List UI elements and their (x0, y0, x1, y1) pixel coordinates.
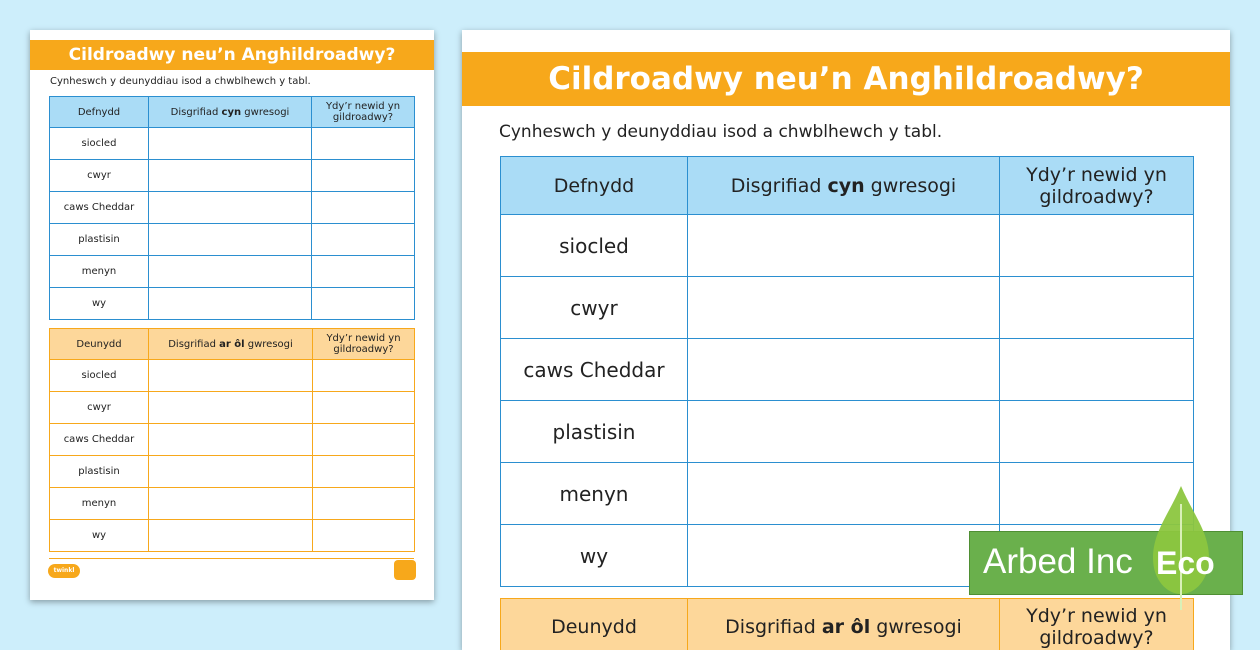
answer-cell[interactable] (313, 392, 415, 424)
answer-cell[interactable] (688, 401, 1000, 463)
header-material: Defnydd (501, 157, 688, 215)
answer-cell[interactable] (312, 224, 415, 256)
material-cell: siocled (50, 128, 149, 160)
header-material: Deunydd (501, 599, 688, 650)
table-row (501, 277, 1194, 339)
footer-divider (49, 558, 414, 559)
table-row (50, 192, 415, 224)
table-row (50, 520, 415, 552)
table-row (50, 256, 415, 288)
answer-cell[interactable] (312, 128, 415, 160)
worksheet-title: Cildroadwy neu’n Anghildroadwy? (462, 52, 1230, 106)
answer-cell[interactable] (312, 160, 415, 192)
arbed-eco-badge (969, 484, 1243, 612)
answer-cell[interactable] (149, 288, 312, 320)
material-cell: siocled (501, 215, 688, 277)
material-cell: plastisin (50, 456, 149, 488)
table-row (501, 401, 1194, 463)
answer-cell[interactable] (313, 456, 415, 488)
answer-cell[interactable] (149, 456, 313, 488)
answer-cell[interactable] (1000, 339, 1194, 401)
table-row (50, 360, 415, 392)
material-cell: menyn (501, 463, 688, 525)
answer-cell[interactable] (688, 463, 1000, 525)
after-heating-table (49, 328, 415, 552)
worksheet-instruction: Cynheswch y deunyddiau isod a chwblhewch y tabl. (499, 122, 942, 142)
header-reversible: Ydy’r newid yn gildroadwy? (1000, 599, 1194, 650)
material-cell: cwyr (50, 392, 149, 424)
header-reversible: Ydy’r newid yn gildroadwy? (1000, 157, 1194, 215)
material-cell: wy (50, 520, 149, 552)
answer-cell[interactable] (149, 192, 312, 224)
answer-cell[interactable] (313, 520, 415, 552)
answer-cell[interactable] (688, 525, 1000, 587)
header-material: Deunydd (50, 329, 149, 360)
material-cell: caws Cheddar (501, 339, 688, 401)
answer-cell[interactable] (688, 277, 1000, 339)
answer-cell[interactable] (149, 224, 312, 256)
table-row (50, 160, 415, 192)
answer-cell[interactable] (688, 339, 1000, 401)
material-cell: cwyr (50, 160, 149, 192)
twinkl-logo: twinkl (48, 564, 80, 578)
table-row (50, 456, 415, 488)
answer-cell[interactable] (149, 360, 313, 392)
answer-cell[interactable] (312, 192, 415, 224)
answer-cell[interactable] (313, 424, 415, 456)
table-row (50, 392, 415, 424)
material-cell: wy (50, 288, 149, 320)
table-row (50, 288, 415, 320)
material-cell: menyn (50, 488, 149, 520)
header-description-after: Disgrifiad ar ôl gwresogi (688, 599, 1000, 650)
material-cell: wy (501, 525, 688, 587)
answer-cell[interactable] (149, 424, 313, 456)
eco-label: Eco (1156, 541, 1215, 585)
table-row (50, 128, 415, 160)
answer-cell[interactable] (149, 256, 312, 288)
answer-cell[interactable] (1000, 277, 1194, 339)
worksheet-preview-small (30, 30, 434, 600)
header-material: Defnydd (50, 97, 149, 128)
material-cell: cwyr (501, 277, 688, 339)
footer-badge-icon (394, 560, 416, 580)
header-description-before: Disgrifiad cyn gwresogi (149, 97, 312, 128)
header-description-after: Disgrifiad ar ôl gwresogi (149, 329, 313, 360)
header-description-before: Disgrifiad cyn gwresogi (688, 157, 1000, 215)
answer-cell[interactable] (312, 256, 415, 288)
material-cell: plastisin (501, 401, 688, 463)
before-heating-table (49, 96, 415, 320)
header-reversible: Ydy’r newid yn gildroadwy? (313, 329, 415, 360)
answer-cell[interactable] (149, 488, 313, 520)
material-cell: caws Cheddar (50, 424, 149, 456)
answer-cell[interactable] (149, 520, 313, 552)
table-row (50, 424, 415, 456)
answer-cell[interactable] (149, 128, 312, 160)
table-row (50, 224, 415, 256)
material-cell: plastisin (50, 224, 149, 256)
answer-cell[interactable] (149, 160, 312, 192)
table-row (50, 488, 415, 520)
material-cell: caws Cheddar (50, 192, 149, 224)
answer-cell[interactable] (313, 488, 415, 520)
material-cell: menyn (50, 256, 149, 288)
worksheet-title: Cildroadwy neu’n Anghildroadwy? (30, 40, 434, 70)
answer-cell[interactable] (1000, 401, 1194, 463)
header-reversible: Ydy’r newid yn gildroadwy? (312, 97, 415, 128)
table-row (501, 215, 1194, 277)
table-row (501, 339, 1194, 401)
material-cell: siocled (50, 360, 149, 392)
answer-cell[interactable] (312, 288, 415, 320)
answer-cell[interactable] (313, 360, 415, 392)
answer-cell[interactable] (688, 215, 1000, 277)
brand-name: Arbed Inc (983, 540, 1133, 584)
answer-cell[interactable] (1000, 215, 1194, 277)
worksheet-instruction: Cynheswch y deunyddiau isod a chwblhewch y tabl. (50, 76, 311, 87)
answer-cell[interactable] (149, 392, 313, 424)
